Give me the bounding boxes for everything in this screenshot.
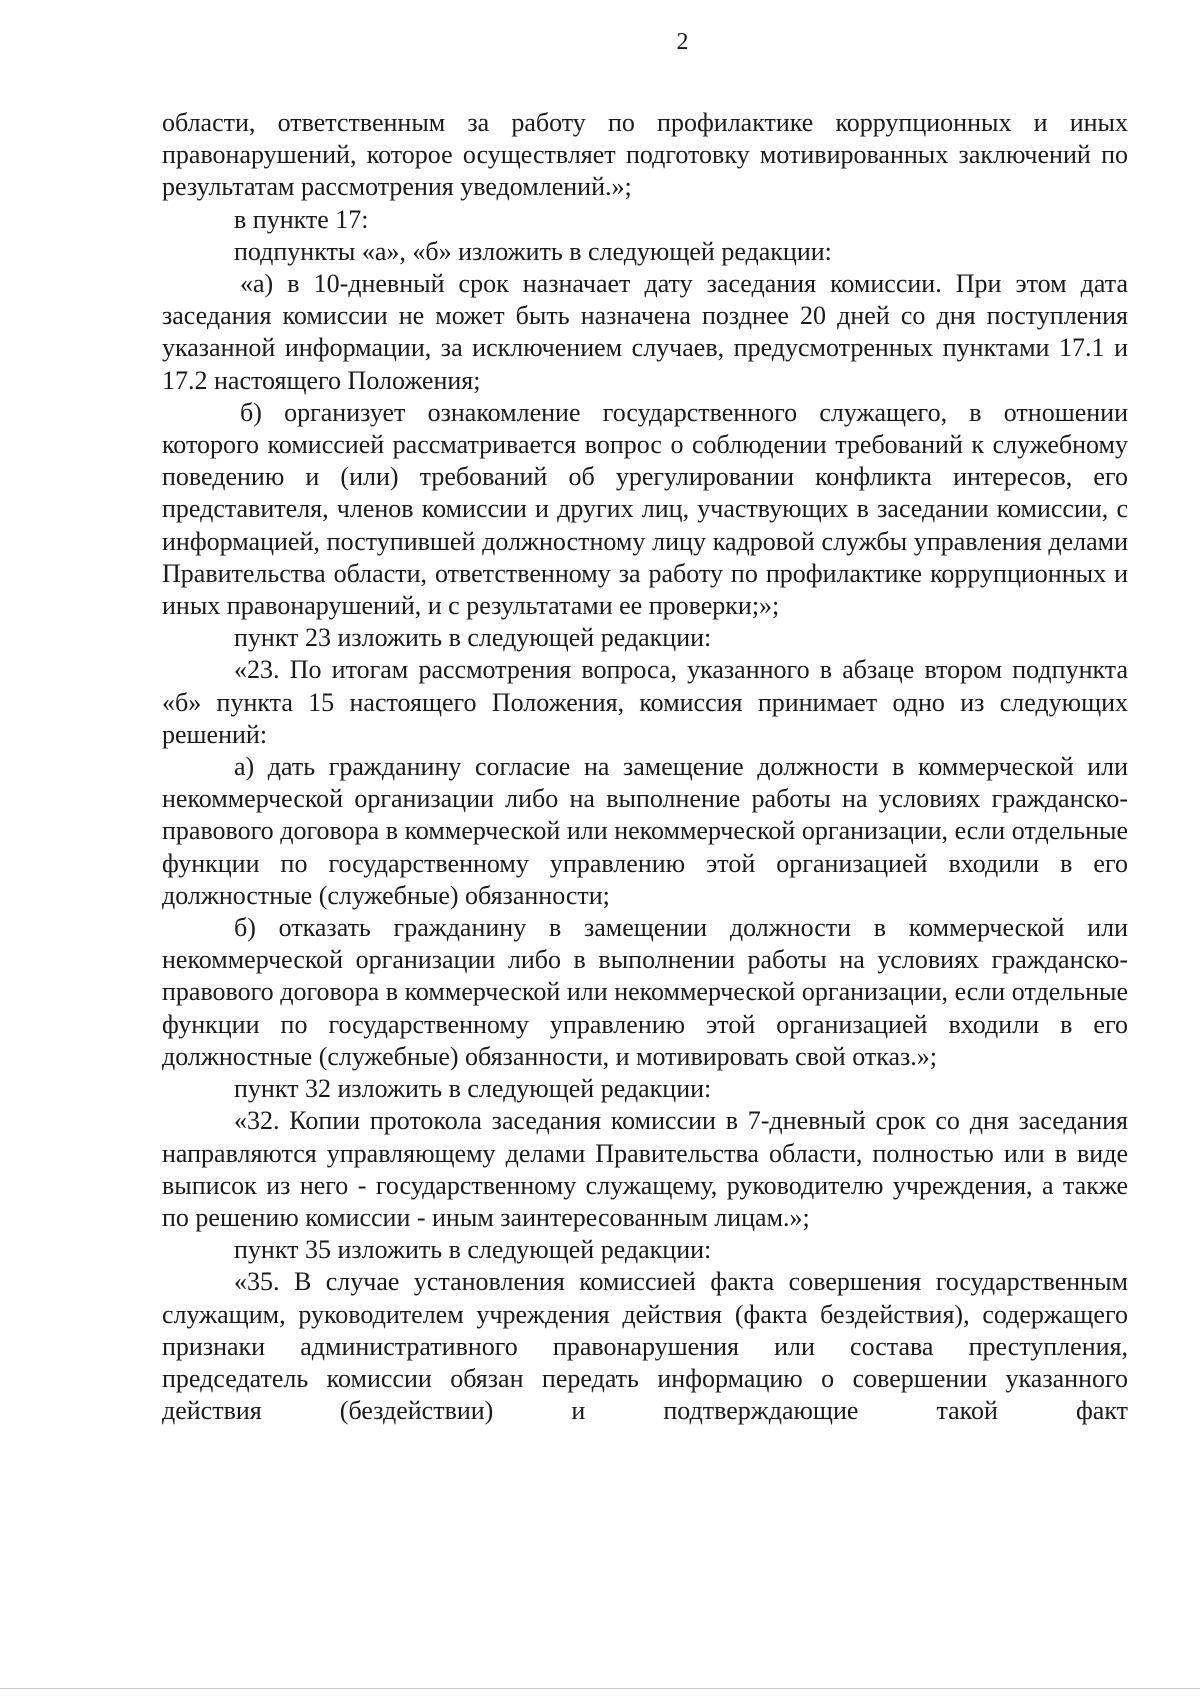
- paragraph-clause-23-b: б) отказать гражданину в замещении должности в коммерческой или некоммерческой организации либо в выполнении работы на условиях гражданско-правового договора в коммерческой или некоммерческой организации, если отдельные функции по государственному управлению этой организацией входили в его должностные (служебные) обязанности, и мотивировать свой отказ.»;: [162, 913, 1128, 1071]
- paragraph-clause-17-heading: в пункте 17:: [234, 204, 369, 234]
- paragraph-clause-23-a: а) дать гражданину согласие на замещение должности в коммерческой или некоммерческой организации либо на выполнение работы на условиях гражданско-правового договора в коммерческой или некоммерческой организации, если отдельные функции по государственному управлению этой организацией входили в его должностные (служебные) обязанности;: [162, 752, 1128, 910]
- paragraph-clause-35: «35. В случае установления комиссией факта совершения государственным служащим, руководителем учреждения действия (факта бездействия), содержащего признаки административного правонарушения или состава преступления, председатель комиссии обязан передать информацию о совершении указанного действия (бездействии) и подтверждающие такой факт: [162, 1267, 1128, 1426]
- paragraph-clause-32-heading: пункт 32 изложить в следующей редакции:: [234, 1074, 712, 1104]
- paragraph-clause-32: «32. Копии протокола заседания комиссии в 7-дневный срок со дня заседания направляются управляющему делами Правительства области, полностью или в виде выписок из него - государственному служащему, руководителю учреждения, а также по решению комиссии - иным заинтересованным лицам.»;: [162, 1106, 1128, 1232]
- paragraph-clause-35-heading: пункт 35 изложить в следующей редакции:: [234, 1235, 712, 1265]
- page-number: 2: [676, 29, 689, 55]
- paragraph-subclauses-intro: подпункты «а», «б» изложить в следующей редакции:: [234, 236, 832, 266]
- paragraph-subclause-b: б) организует ознакомление государственного служащего, в отношении которого комиссией рассматривается вопрос о соблюдении требований к служебному поведению и (или) требований об урегулировании конфликта интересов, его представителя, членов комиссии и других лиц, участвующих в заседании комиссии, с информацией, поступившей должностному лицу кадровой службы управления делами Правительства области, ответственному за работу по профилактике коррупционных и иных правонарушений, и с результатами ее проверки;»;: [162, 397, 1128, 621]
- paragraph-clause-23: «23. По итогам рассмотрения вопроса, указанного в абзаце втором подпункта «б» пункта 15 настоящего Положения, комиссия принимает одно из следующих решений:: [162, 655, 1128, 749]
- scan-edge-line: [0, 1688, 1200, 1689]
- paragraph-clause-23-heading: пункт 23 изложить в следующей редакции:: [234, 623, 712, 653]
- paragraph-subclause-a: «а) в 10-дневный срок назначает дату заседания комиссии. При этом дата заседания комиссии не может быть назначена позднее 20 дней со дня поступления указанной информации, за исключением случаев, предусмотренных пунктами 17.1 и 17.2 настоящего Положения;: [162, 269, 1128, 395]
- paragraph-continuation: области, ответственным за работу по профилактике коррупционных и иных правонарушений, которое осуществляет подготовку мотивированных заключений по результатам рассмотрения уведомлений.»;: [162, 108, 1128, 202]
- document-body: [162, 107, 1128, 1427]
